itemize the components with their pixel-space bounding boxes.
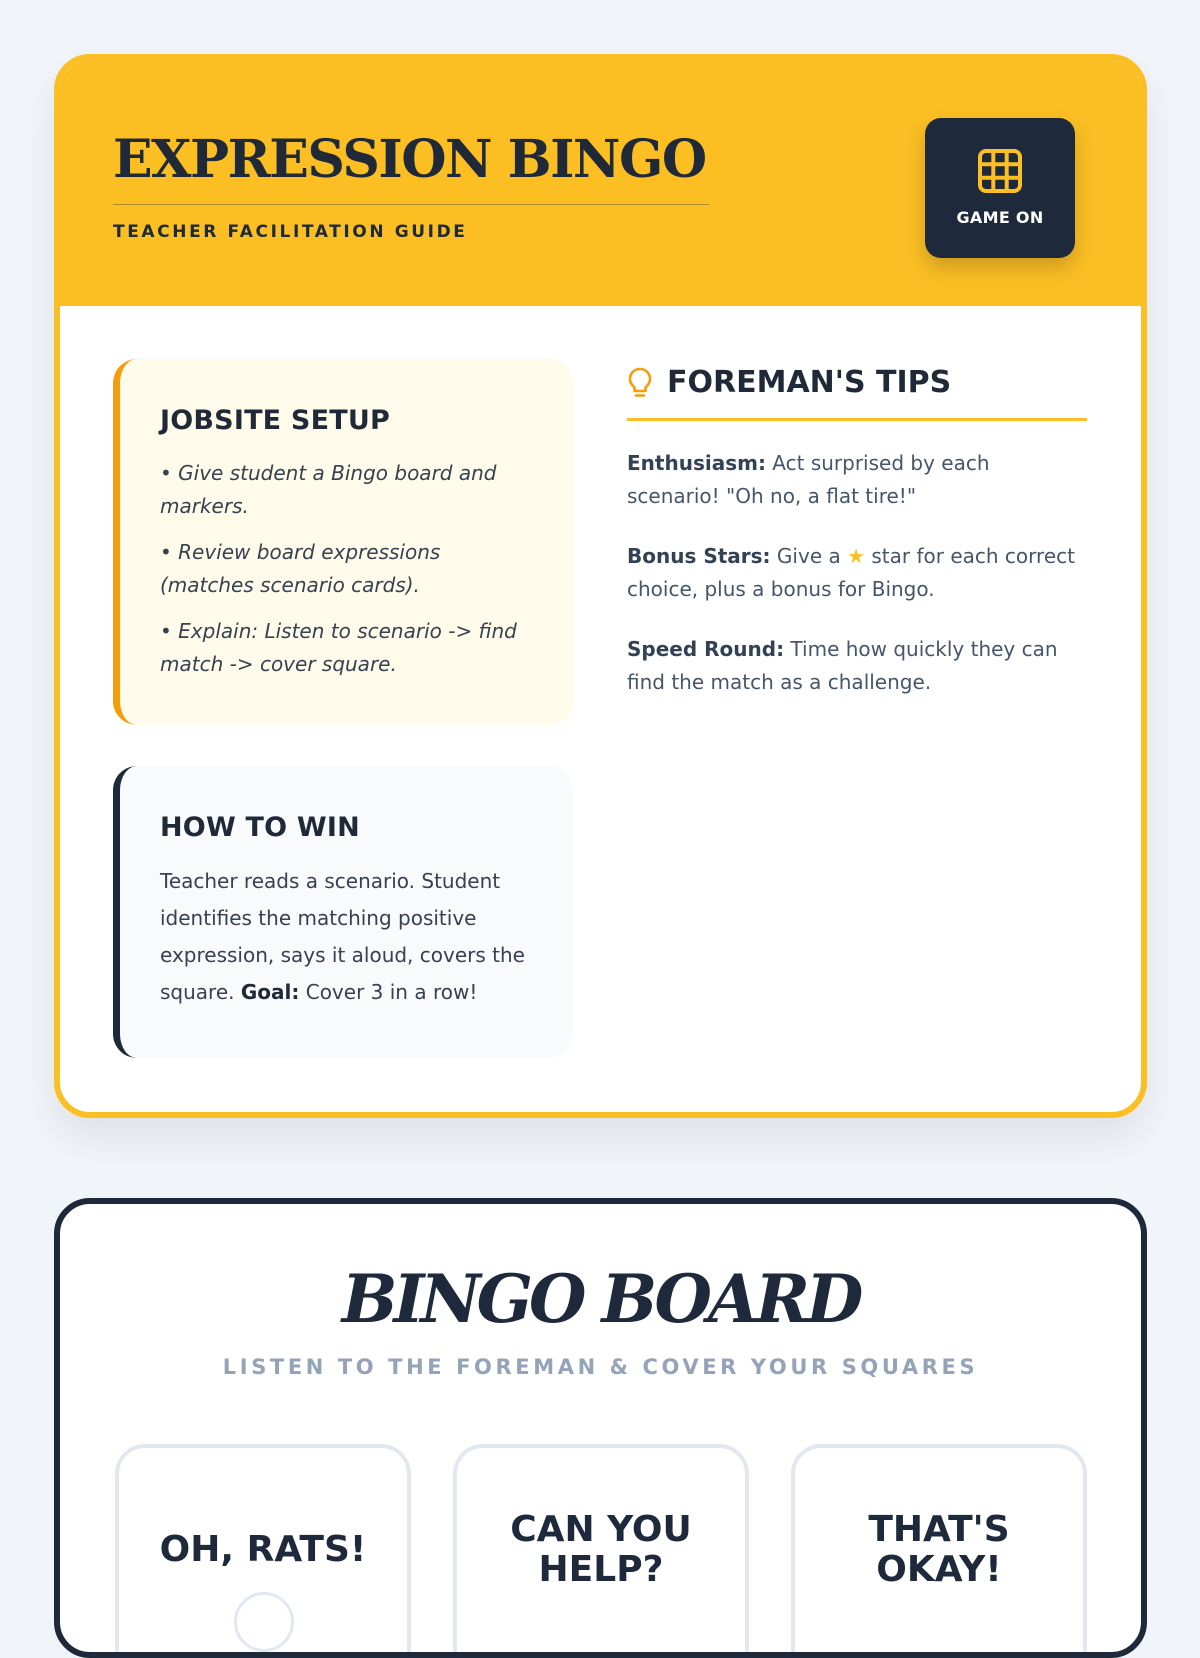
- how-to-win-text: [160, 863, 540, 1011]
- tip-enthusiasm: [627, 447, 1087, 513]
- tip-label: Bonus Stars:: [627, 544, 771, 568]
- tip-label: Speed Round:: [627, 637, 785, 661]
- bingo-square[interactable]: [791, 1444, 1087, 1658]
- bingo-square[interactable]: [115, 1444, 411, 1658]
- how-to-win-title: HOW TO WIN: [160, 812, 360, 843]
- tip-label: Enthusiasm:: [627, 451, 766, 475]
- title-divider: [113, 204, 709, 205]
- board-title: BINGO BOARD: [341, 1260, 860, 1338]
- tip-text: Give a: [776, 544, 841, 568]
- guide-header: [60, 60, 1141, 306]
- setup-list: [160, 457, 540, 694]
- jobsite-setup-box: [113, 359, 573, 725]
- bingo-board-card: [54, 1198, 1147, 1658]
- lightbulb-icon: [627, 366, 653, 400]
- board-subtitle: LISTEN TO THE FOREMAN & COVER YOUR SQUARES: [222, 1355, 979, 1379]
- setup-item: • Review board expressions (matches scenario cards).: [160, 540, 441, 597]
- how-to-win-box: [113, 766, 573, 1058]
- bingo-square-label: OH, RATS!: [159, 1529, 367, 1570]
- page-title: EXPRESSION BINGO: [113, 129, 706, 190]
- bingo-square-label: THAT'S OKAY!: [868, 1509, 1010, 1590]
- tips-title: FOREMAN'S TIPS: [667, 365, 952, 400]
- setup-item: • Give student a Bingo board and markers.: [160, 461, 497, 518]
- bingo-square-label: CAN YOU HELP?: [510, 1509, 692, 1590]
- tip-text: Act surprised by each scenario! "Oh no, a flat tire!": [627, 451, 990, 508]
- star-icon: ★: [847, 544, 866, 568]
- jobsite-setup-title: JOBSITE SETUP: [160, 405, 390, 436]
- goal-label: Goal:: [240, 980, 300, 1004]
- bingo-square[interactable]: [453, 1444, 749, 1658]
- game-on-label: GAME ON: [956, 208, 1044, 227]
- game-on-button[interactable]: [925, 118, 1075, 258]
- tips-divider: [627, 418, 1087, 421]
- grid-icon: [976, 147, 1024, 195]
- goal-text: Cover 3 in a row!: [305, 980, 478, 1004]
- tip-text: Time how quickly they can find the match as a challenge.: [627, 637, 1058, 694]
- page-subtitle: TEACHER FACILITATION GUIDE: [113, 222, 468, 242]
- tip-text: star for each correct choice, plus a bonus for Bingo.: [627, 544, 1075, 601]
- guide-card: [54, 54, 1147, 1118]
- setup-item: • Explain: Listen to scenario -> find match -> cover square.: [160, 619, 517, 676]
- how-to-win-description: Teacher reads a scenario. Student identifies the matching positive expression, says it aloud, covers the square.: [160, 869, 525, 1004]
- tip-bonus-stars: [627, 540, 1087, 606]
- tip-speed-round: [627, 633, 1087, 699]
- marker-circle: [234, 1592, 294, 1652]
